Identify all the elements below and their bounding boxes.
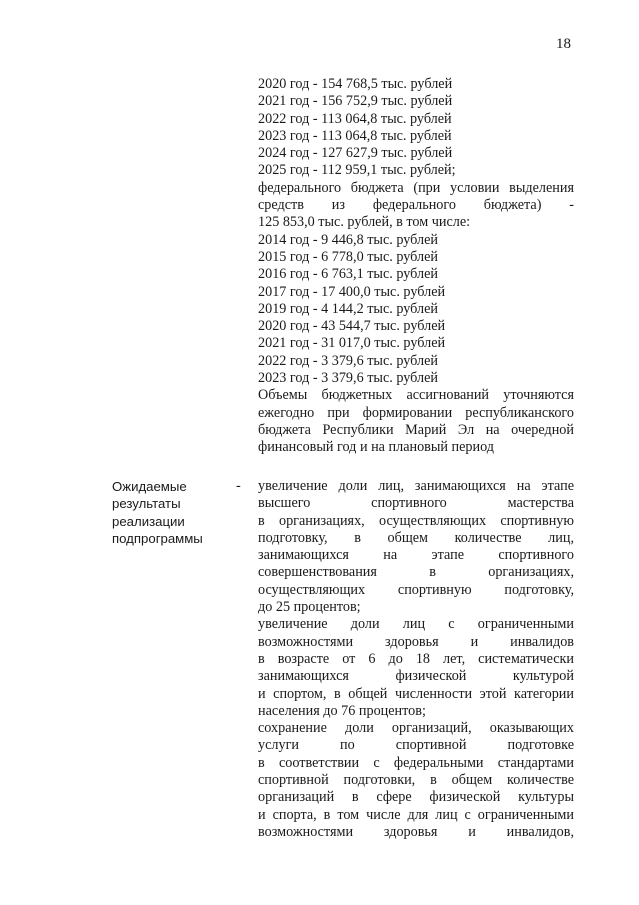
result-line: возможностями здоровья и инвалидов, [258, 823, 574, 840]
result-line: высшего спортивного мастерства [258, 495, 574, 512]
result-line: услуги по спортивной подготовке [258, 737, 574, 754]
federal-year-line: 2014 год - 9 446,8 тыс. рублей [258, 231, 438, 248]
funding-section [258, 76, 574, 457]
funding-year-line: 2023 год - 113 064,8 тыс. рублей [258, 127, 452, 144]
federal-year-line: 2023 год - 3 379,6 тыс. рублей [258, 370, 438, 387]
result-line: в соответствии с федеральными стандартами [258, 754, 574, 771]
result-line: организаций в сфере физической культуры [258, 789, 574, 806]
funding-year-line: 2020 год - 154 768,5 тыс. рублей [258, 76, 453, 92]
result-line: населения до 76 процентов; [258, 702, 426, 719]
funding-year-line: 2024 год - 127 627,9 тыс. рублей [258, 145, 453, 162]
federal-year-line: 2022 год - 3 379,6 тыс. рублей [258, 352, 438, 369]
result-line: спортивной подготовки, в общем количестве [258, 772, 574, 789]
result-line: в возрасте от 6 до 18 лет, систематически [258, 650, 574, 667]
result-line: и спортом, в общей численности этой категории [258, 685, 574, 702]
federal-funding-text: 125 853,0 тыс. рублей, в том числе: [258, 214, 471, 231]
funding-year-line: 2021 год - 156 752,9 тыс. рублей [258, 93, 453, 110]
page-number: 18 [556, 36, 571, 52]
budget-note-line: Объемы бюджетных ассигнований уточняются [258, 387, 574, 404]
budget-note-line: бюджета Республики Марий Эл на очередной [258, 421, 574, 438]
result-line: совершенствования в организациях, [258, 564, 574, 581]
result-line: до 25 процентов; [258, 599, 361, 616]
expected-results-label: Ожидаемые результаты реализации подпрограммы [112, 479, 203, 546]
federal-year-line: 2017 год - 17 400,0 тыс. рублей [258, 283, 446, 300]
federal-funding-text: средств из федерального бюджета) - [258, 197, 574, 214]
federal-year-line: 2015 год - 6 778,0 тыс. рублей [258, 248, 438, 265]
budget-note-line: ежегодно при формировании республиканского [258, 404, 574, 421]
result-line: подготовку, в общем количестве лиц, [258, 529, 574, 546]
expected-results-text [258, 478, 574, 841]
federal-funding-text: федерального бюджета (при условии выделения [258, 179, 574, 196]
funding-year-line: 2022 год - 113 064,8 тыс. рублей [258, 110, 452, 127]
result-line: занимающихся физической культурой [258, 668, 574, 685]
label-dash: - [236, 478, 241, 494]
federal-year-line: 2019 год - 4 144,2 тыс. рублей [258, 300, 438, 317]
result-line: сохранение доли организаций, оказывающих [258, 720, 574, 737]
federal-year-line: 2016 год - 6 763,1 тыс. рублей [258, 266, 438, 283]
federal-year-line: 2020 год - 43 544,7 тыс. рублей [258, 318, 446, 335]
result-line: осуществляющих спортивную подготовку, [258, 581, 574, 598]
result-line: увеличение доли лиц, занимающихся на этапе [258, 478, 574, 494]
budget-note-line: финансовый год и на плановый период [258, 439, 495, 456]
funding-year-line: 2025 год - 112 959,1 тыс. рублей; [258, 162, 456, 179]
result-line: увеличение доли лиц с ограниченными [258, 616, 574, 633]
federal-year-line: 2021 год - 31 017,0 тыс. рублей [258, 335, 446, 352]
result-line: возможностями здоровья и инвалидов [258, 633, 574, 650]
result-line: в организациях, осуществляющих спортивную [258, 512, 574, 529]
result-line: занимающихся на этапе спортивного [258, 547, 574, 564]
result-line: и спорта, в том числе для лиц с ограниченными [258, 806, 574, 823]
